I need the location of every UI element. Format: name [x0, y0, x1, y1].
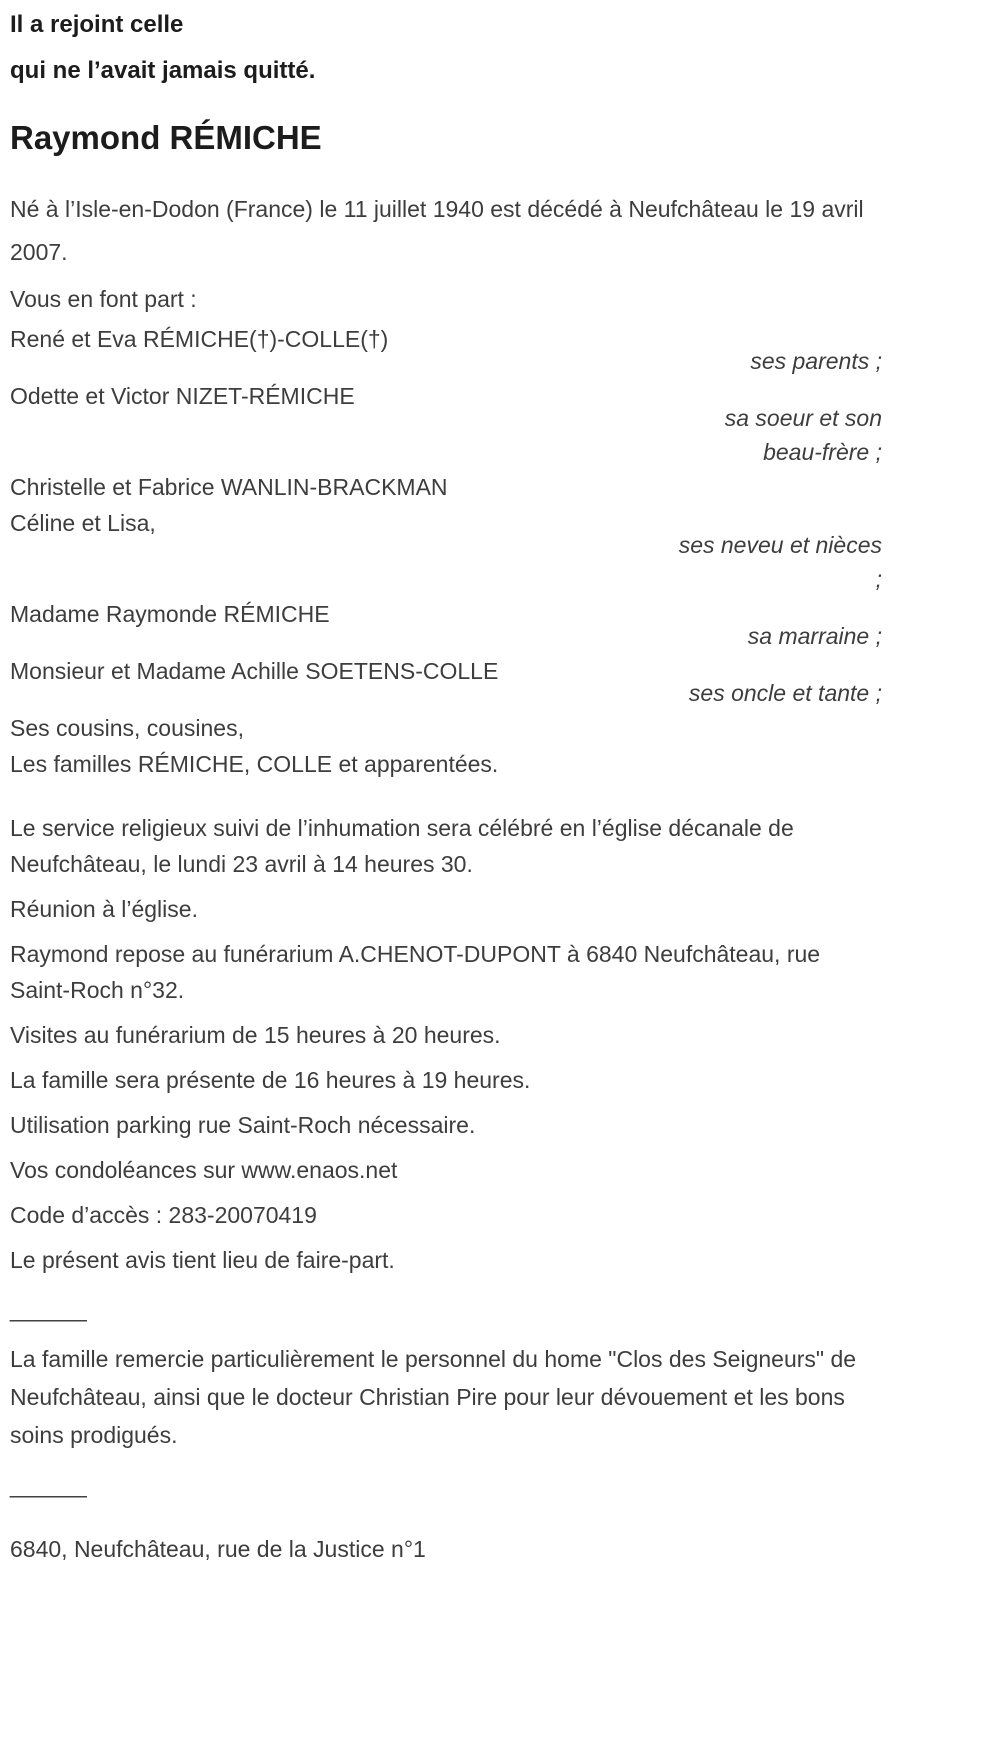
epigraph [10, 2, 882, 94]
divider: ______ [10, 1472, 87, 1498]
epigraph-line-2: qui ne l’avait jamais quitté. [10, 57, 316, 84]
mourner-group-godmother [10, 596, 882, 653]
detail-faire-part: Le présent avis tient lieu de faire-part. [10, 1247, 395, 1273]
detail-code-acces: Code d’accès : 283-20070419 [10, 1202, 317, 1228]
relation-line: ; [875, 566, 882, 592]
detail-parking: Utilisation parking rue Saint-Roch nécessaire. [10, 1112, 476, 1138]
mourner-name-line: Ses cousins, cousines, [10, 715, 244, 741]
mourner-group-families [10, 710, 882, 782]
detail-famille-presente: La famille sera présente de 16 heures à 19 heures. [10, 1067, 531, 1093]
relation-line: beau-frère ; [763, 439, 882, 465]
epigraph-line-1: Il a rejoint celle [10, 11, 184, 38]
thanks-paragraph: La famille remercie particulièrement le personnel du home "Clos des Seigneurs" de Neufchâteau, ainsi que le docteur Christian Pire pour leur dévouement et les bons soins prodigués. [10, 1346, 857, 1448]
detail-service: Le service religieux suivi de l’inhumation sera célébré en l’église décanale de Neufchâteau, le lundi 23 avril à 14 heures 30. [10, 815, 794, 877]
relation-line: ses neveu et nièces [678, 532, 882, 558]
deceased-name: Raymond RÉMICHE [10, 119, 322, 156]
detail-condoleances: Vos condoléances sur www.enaos.net [10, 1157, 398, 1183]
detail-visites: Visites au funérarium de 15 heures à 20 heures. [10, 1022, 501, 1048]
mourner-group-nieces [10, 469, 882, 596]
footer-address: 6840, Neufchâteau, rue de la Justice n°1 [10, 1536, 426, 1562]
death-notice [10, 0, 882, 1567]
detail-funerarium: Raymond repose au funérarium A.CHENOT-DUPONT à 6840 Neufchâteau, rue Saint-Roch n°32. [10, 941, 821, 1003]
divider: ______ [10, 1296, 87, 1322]
mourner-name-line: René et Eva RÉMICHE(†)-COLLE(†) [10, 326, 389, 352]
mourners-list [10, 321, 882, 782]
mourner-name-line: Odette et Victor NIZET-RÉMICHE [10, 383, 355, 409]
relation-line: sa marraine ; [747, 623, 882, 649]
mourner-group-parents [10, 321, 882, 378]
mourner-name-line: Monsieur et Madame Achille SOETENS-COLLE [10, 658, 499, 684]
relation-line: ses oncle et tante ; [688, 680, 882, 706]
mourner-name-line: Christelle et Fabrice WANLIN-BRACKMAN [10, 474, 448, 500]
detail-reunion: Réunion à l’église. [10, 896, 198, 922]
relation-line: sa soeur et son [724, 405, 882, 431]
intro-paragraph: Né à l’Isle-en-Dodon (France) le 11 juillet 1940 est décédé à Neufchâteau le 19 avril 2007. [10, 196, 864, 265]
mourner-name-line: Céline et Lisa, [10, 510, 156, 536]
mourner-group-uncle-aunt [10, 653, 882, 710]
ceremony-details [10, 810, 882, 1278]
relation-line: ses parents ; [750, 348, 882, 374]
announcement-line: Vous en font part : [10, 286, 197, 312]
mourner-names [10, 710, 882, 782]
mourner-name-line: Madame Raymonde RÉMICHE [10, 601, 330, 627]
mourner-name-line: Les familles RÉMICHE, COLLE et apparentées. [10, 751, 499, 777]
mourner-group-sister [10, 378, 882, 469]
